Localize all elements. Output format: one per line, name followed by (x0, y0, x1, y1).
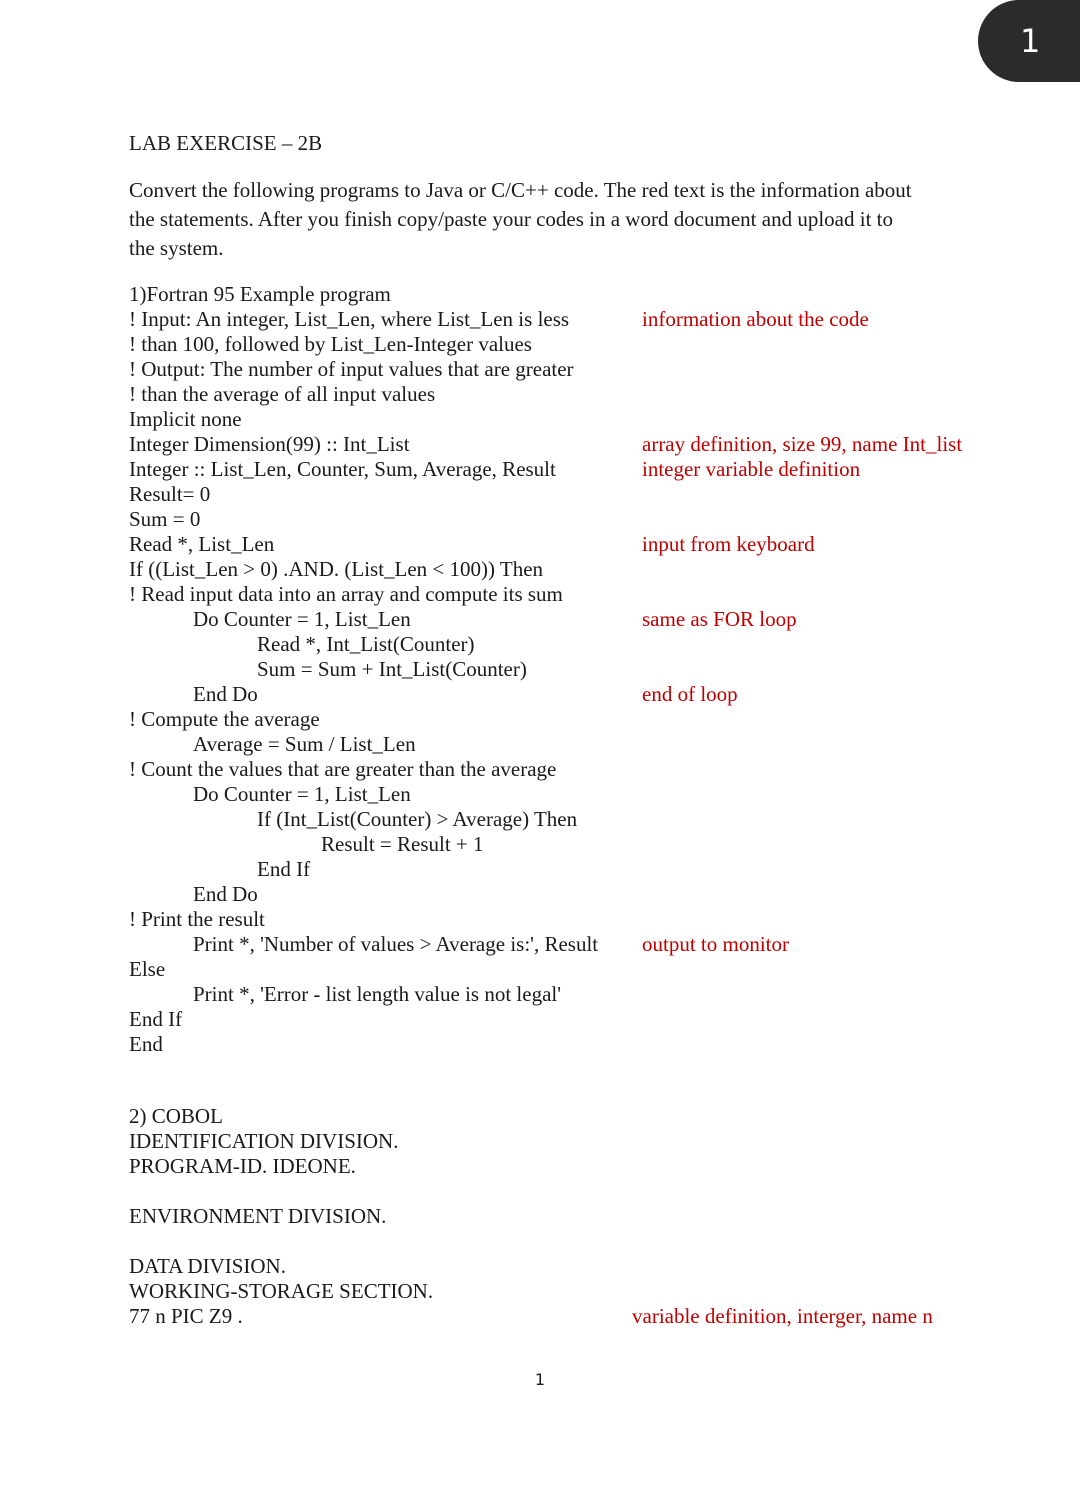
code-line: DATA DIVISION. (129, 1254, 286, 1278)
footer-page-number: 1 (534, 1370, 546, 1389)
code-line: Result= 0 (129, 482, 211, 506)
code-line: If (Int_List(Counter) > Average) Then (257, 807, 578, 831)
code-line: Print *, 'Error - list length value is not legal' (193, 982, 562, 1006)
code-line: ! Print the result (129, 907, 265, 931)
document-title: LAB EXERCISE – 2B (129, 131, 323, 155)
instructions-line: Convert the following programs to Java or C/C++ code. The red text is the information about (129, 178, 912, 202)
fortran-heading: 1)Fortran 95 Example program (129, 282, 391, 306)
cobol-heading: 2) COBOL (129, 1104, 223, 1128)
annotation-note: information about the code (642, 307, 869, 331)
code-line: ! Compute the average (129, 707, 320, 731)
code-line: End If (257, 857, 311, 881)
code-line: Implicit none (129, 407, 242, 431)
annotation-note: end of loop (642, 682, 738, 706)
code-line: If ((List_Len > 0) .AND. (List_Len < 100)) Then (129, 557, 544, 581)
code-line: ! than 100, followed by List_Len-Integer values (129, 332, 532, 356)
code-line: ! than the average of all input values (129, 382, 436, 406)
annotation-note: array definition, size 99, name Int_list (642, 432, 963, 456)
code-line: End (129, 1032, 163, 1056)
code-line: Do Counter = 1, List_Len (193, 782, 411, 806)
code-line: ENVIRONMENT DIVISION. (129, 1204, 387, 1228)
annotation-note: integer variable definition (642, 457, 861, 481)
code-line: ! Input: An integer, List_Len, where List_Len is less (129, 307, 570, 331)
code-line: Result = Result + 1 (321, 832, 484, 856)
code-line: IDENTIFICATION DIVISION. (129, 1129, 399, 1153)
code-line: Sum = 0 (129, 507, 201, 531)
code-line: End Do (193, 882, 258, 906)
code-line: Print *, 'Number of values > Average is:', Result (193, 932, 599, 956)
code-line: Sum = Sum + Int_List(Counter) (257, 657, 527, 681)
code-line: Else (129, 957, 166, 981)
code-line: Read *, Int_List(Counter) (257, 632, 475, 656)
instructions-paragraph (129, 176, 959, 263)
code-line: 77 n PIC Z9 . (129, 1304, 243, 1328)
annotation-note: output to monitor (642, 932, 789, 956)
annotation-note: same as FOR loop (642, 607, 797, 631)
code-line: Integer :: List_Len, Counter, Sum, Average, Result (129, 457, 556, 481)
code-line: ! Count the values that are greater than the average (129, 757, 557, 781)
code-line: ! Read input data into an array and compute its sum (129, 582, 563, 606)
instructions-line: the system. (129, 236, 224, 260)
code-line: WORKING-STORAGE SECTION. (129, 1279, 434, 1303)
page-number-badge: 1 (978, 0, 1080, 82)
annotation-note: variable definition, interger, name n (632, 1304, 933, 1328)
code-line: PROGRAM-ID. IDEONE. (129, 1154, 356, 1178)
code-line: Do Counter = 1, List_Len (193, 607, 411, 631)
code-line: Integer Dimension(99) :: Int_List (129, 432, 410, 456)
code-line: End Do (193, 682, 258, 706)
annotation-note: input from keyboard (642, 532, 815, 556)
code-line: ! Output: The number of input values that are greater (129, 357, 574, 381)
code-line: Read *, List_Len (129, 532, 275, 556)
code-line: End If (129, 1007, 183, 1031)
instructions-line: the statements. After you finish copy/paste your codes in a word document and upload it to (129, 207, 893, 231)
code-line: Average = Sum / List_Len (193, 732, 416, 756)
